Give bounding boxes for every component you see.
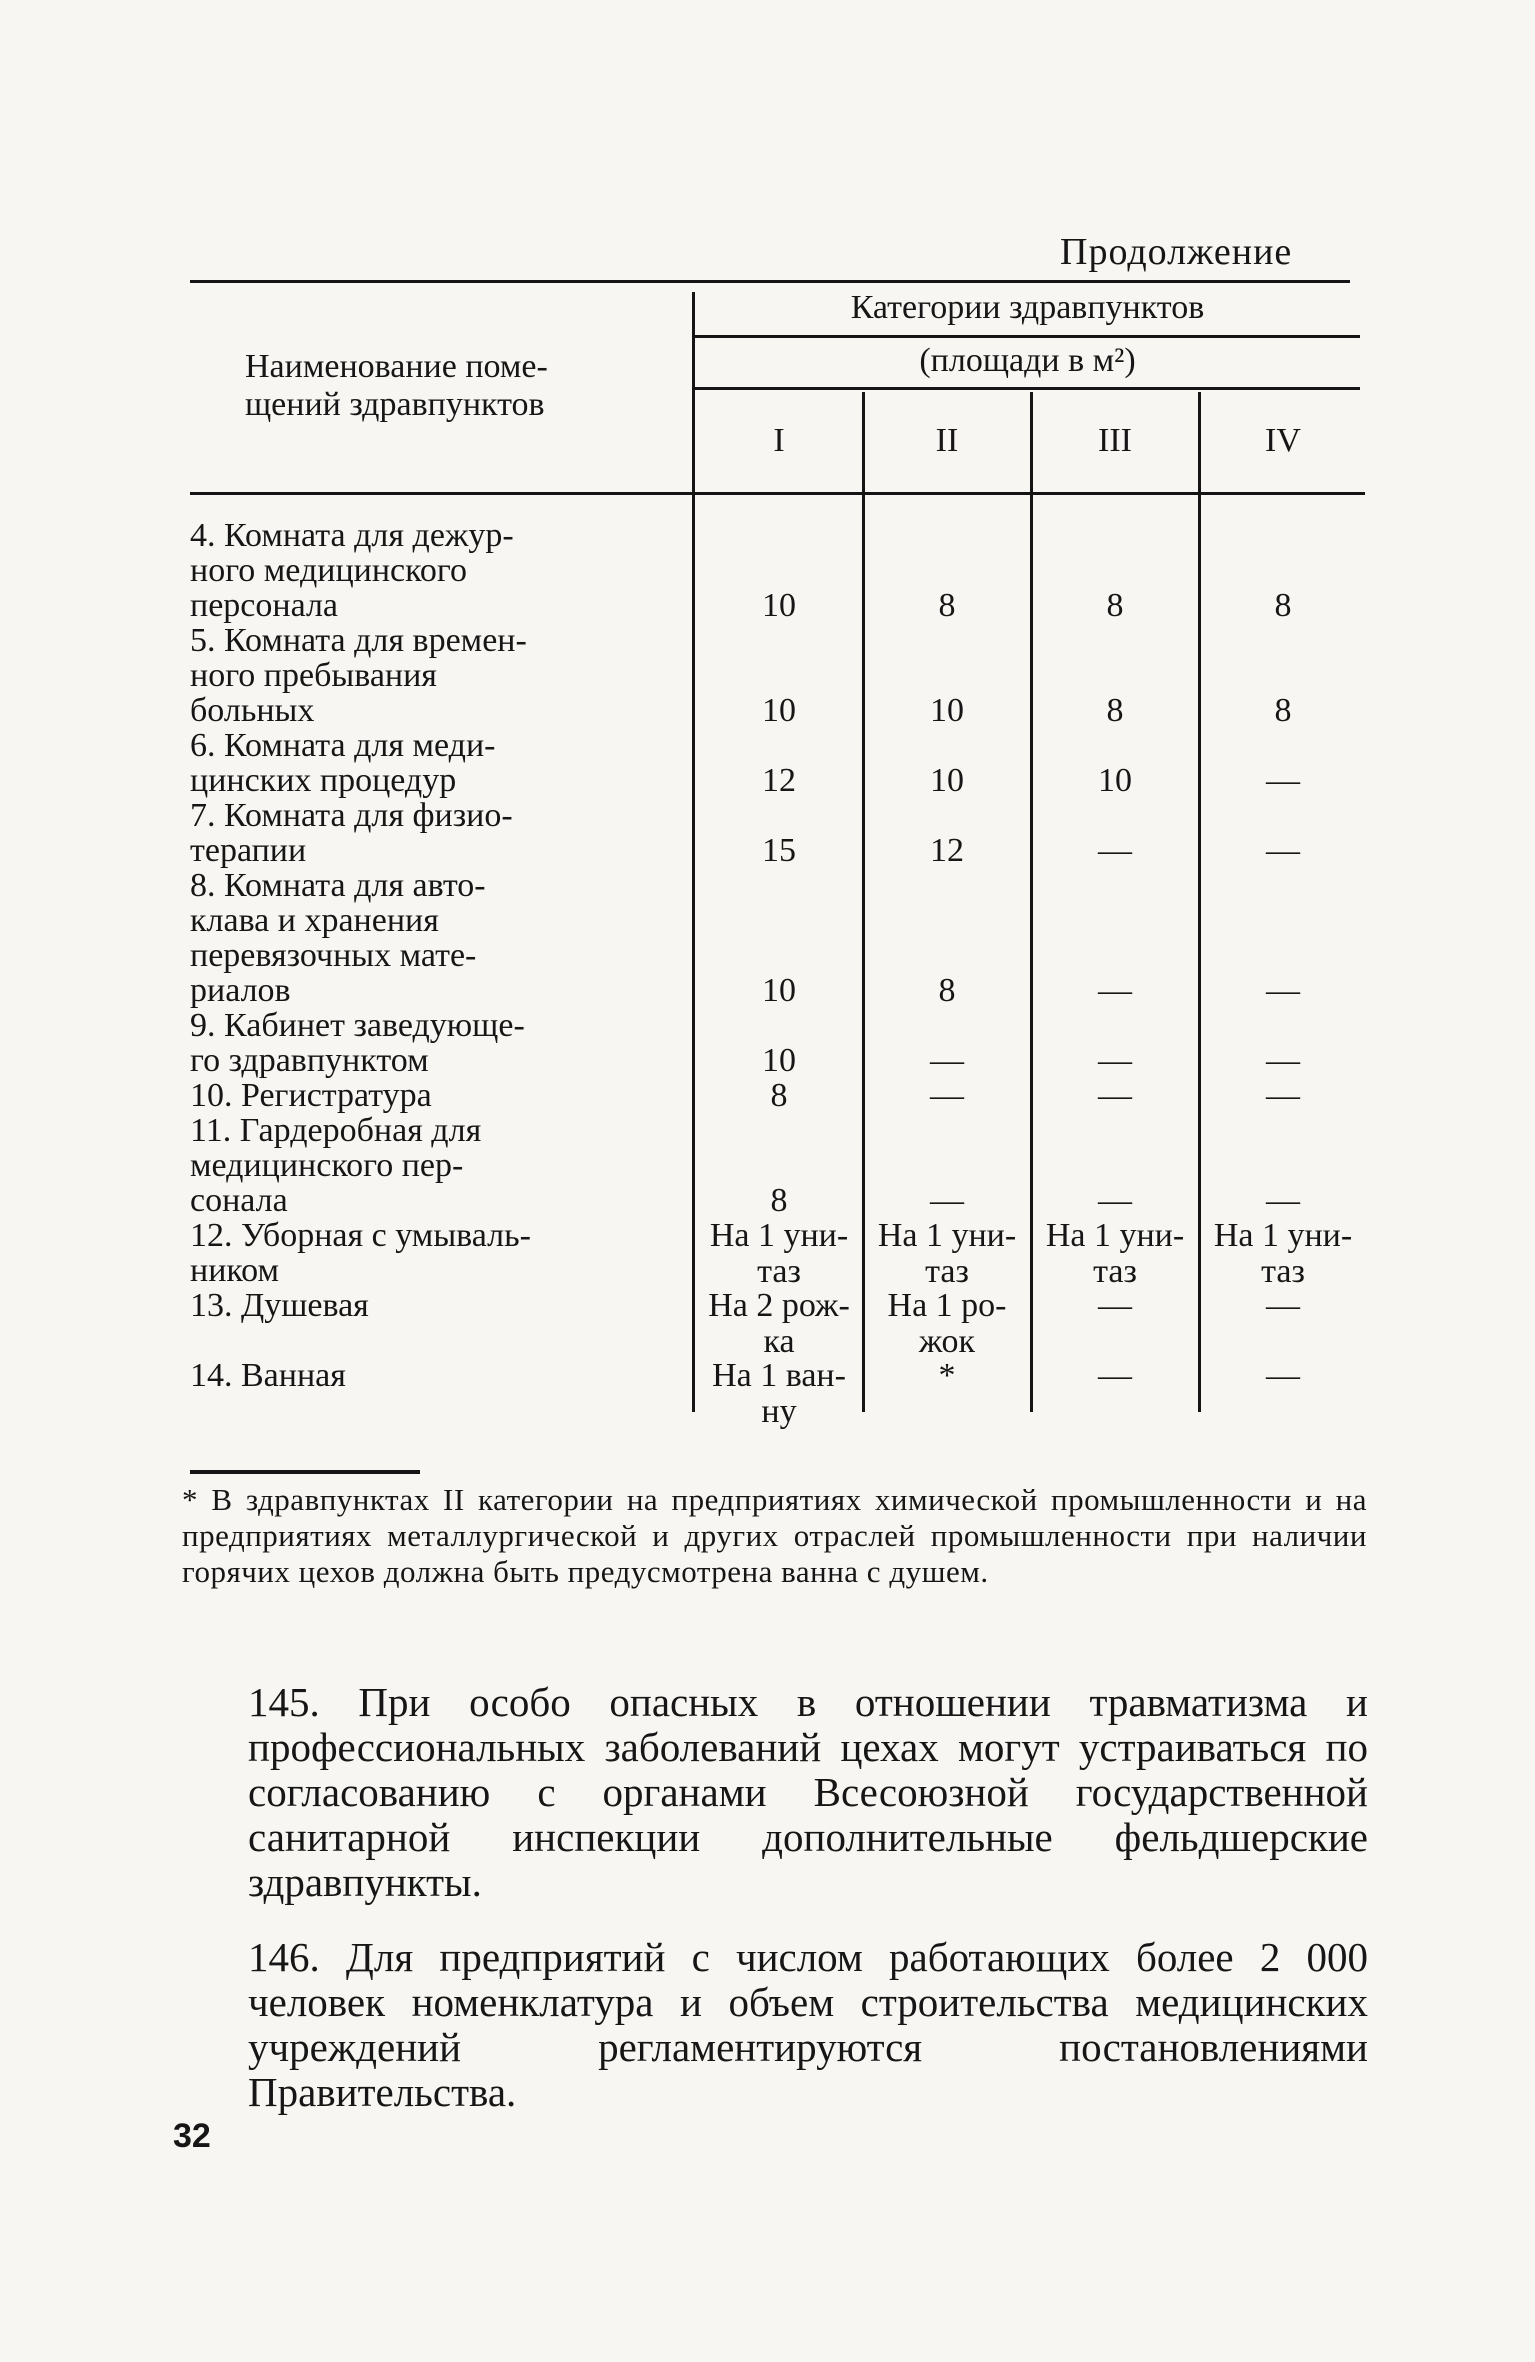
paragraph-text: 146. Для предприятий с числом работающих более 2 000 человек номенклатура и объем строительства медицинских учреждений регламентируются постановлениями Правительства. (248, 1934, 1368, 2115)
page-number: 32 (173, 2117, 211, 2155)
row-value: На 1 уни- таз (709, 1217, 849, 1290)
row-value: 8 (1106, 692, 1124, 729)
row-name: 9. Кабинет заведующе- го здравпунктом (190, 1007, 525, 1079)
row-value: — (1098, 1182, 1132, 1219)
category-header: Категории здравпунктов (850, 289, 1205, 326)
row-value: — (1098, 1287, 1132, 1324)
premises-table (190, 280, 1370, 1435)
paragraph-145 (178, 1680, 1368, 1905)
paragraph-text: 145. При особо опасных в отношении травматизма и профессиональных заболеваний цехах могут устраиваться по согласованию с органами Всесоюзной государственной санитарной инспекции дополнительные фельдшерские здравпункты. (248, 1679, 1368, 1905)
row-name: 10. Регистратура (190, 1077, 432, 1114)
row-value: 10 (1098, 762, 1132, 799)
row-value: — (1098, 1357, 1132, 1394)
row-value: На 1 уни- таз (1045, 1217, 1185, 1290)
row-value: 8 (770, 1077, 788, 1114)
row-value: — (930, 1182, 964, 1219)
row-value: 8 (1274, 587, 1292, 624)
row-value: 8 (1274, 692, 1292, 729)
row-value: — (1266, 1042, 1300, 1079)
row-value: — (1098, 832, 1132, 869)
table-top-rule (190, 280, 1350, 283)
row-name: 7. Комната для физио- терапии (190, 797, 513, 869)
continuation-label: Продолжение (1060, 231, 1293, 273)
row-value: 10 (930, 762, 964, 799)
row-value: 10 (762, 1042, 796, 1079)
row-value: На 1 ван- ну (712, 1357, 846, 1430)
row-name: 13. Душевая (190, 1287, 369, 1324)
row-name: 8. Комната для авто- клава и хранения перевязочных мате- риалов (190, 867, 486, 1009)
row-value: — (1266, 972, 1300, 1009)
row-value: — (1266, 832, 1300, 869)
row-value: — (1266, 1182, 1300, 1219)
table-header-bottom-rule (190, 492, 1365, 495)
row-value: — (1266, 1287, 1300, 1324)
row-name: 5. Комната для времен- ного пребывания больных (190, 622, 527, 729)
row-value: 8 (770, 1182, 788, 1219)
paragraph-146 (178, 1935, 1368, 2115)
row-value: На 1 ро- жок (887, 1287, 1007, 1360)
row-value: — (1266, 1357, 1300, 1394)
row-value: — (1098, 972, 1132, 1009)
row-value: — (930, 1042, 964, 1079)
row-value: 12 (930, 832, 964, 869)
row-value: На 2 рож- ка (708, 1287, 850, 1360)
row-value: На 1 уни- таз (877, 1217, 1017, 1290)
row-value: 10 (762, 692, 796, 729)
area-header: (площади в м²) (919, 342, 1136, 379)
row-value: 8 (938, 587, 956, 624)
area-header-rule (695, 387, 1360, 390)
row-value: 10 (930, 692, 964, 729)
footnote-rule (190, 1470, 420, 1474)
row-value: 8 (938, 972, 956, 1009)
row-name: 12. Уборная с умываль- ником (190, 1217, 531, 1289)
row-value: 8 (1106, 587, 1124, 624)
row-value: 10 (762, 587, 796, 624)
row-value: — (1266, 1077, 1300, 1114)
row-value: На 1 уни- таз (1213, 1217, 1353, 1290)
row-value: 15 (762, 832, 796, 869)
footnote: * В здравпунктах II категории на предприятиях химической промышленности и на предприятиях металлургической и других отраслей промышленности при наличии горячих цехов должна быть предусмотрена ванна с душем. (182, 1482, 1367, 1589)
column-header-II: II (935, 422, 959, 459)
row-name: 4. Комната для дежур- ного медицинского персонала (190, 517, 514, 624)
row-value: — (1266, 762, 1300, 799)
row-value: 10 (762, 972, 796, 1009)
row-name: 14. Ванная (190, 1357, 346, 1394)
column-header-III: III (1098, 422, 1132, 459)
row-value: — (1098, 1042, 1132, 1079)
column-header-I: I (773, 422, 785, 459)
row-value: * (938, 1357, 956, 1394)
column-header-IV: IV (1265, 422, 1301, 459)
row-value: 12 (762, 762, 796, 799)
name-column-header: Наименование поме- щений здравпунктов (245, 348, 548, 423)
row-name: 6. Комната для меди- цинских процедур (190, 727, 496, 799)
row-value: — (1098, 1077, 1132, 1114)
category-header-rule (695, 335, 1360, 338)
row-value: — (930, 1077, 964, 1114)
row-name: 11. Гардеробная для медицинского пер- сонала (190, 1112, 482, 1219)
